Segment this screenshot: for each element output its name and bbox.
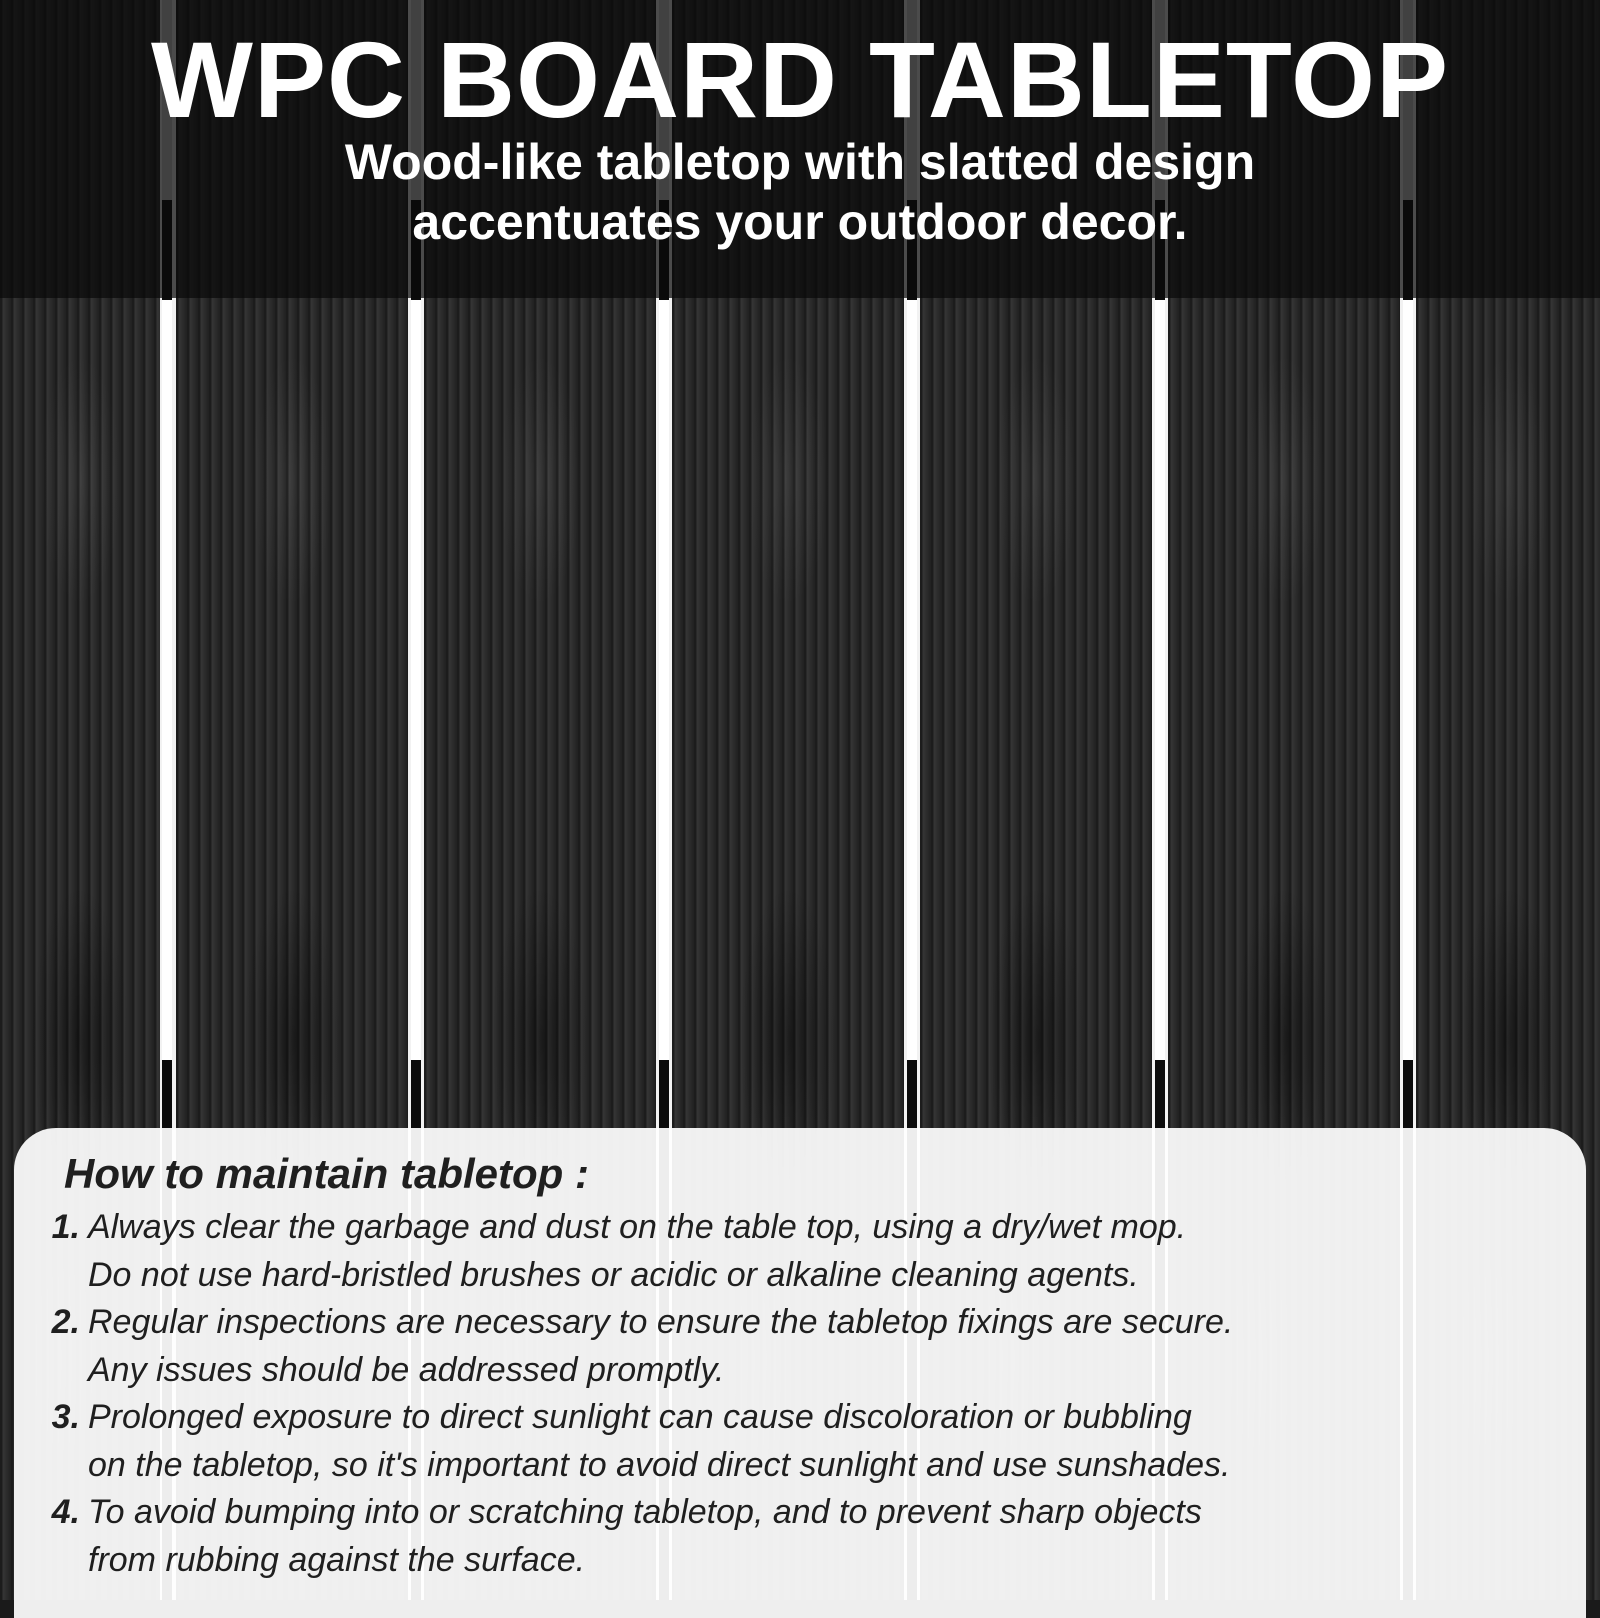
list-item-line: on the tabletop, so it's important to avoid direct sunlight and use sunshades. [88, 1446, 1231, 1484]
slat-gap-highlight [162, 300, 172, 1060]
list-item-number: 1. [51, 1208, 80, 1246]
list-item-line: Any issues should be addressed promptly. [88, 1351, 725, 1389]
slat-gap-highlight [1155, 300, 1165, 1060]
list-item-text [88, 1488, 1568, 1584]
list-item-number: 2. [51, 1303, 80, 1341]
list-item-line: Prolonged exposure to direct sunlight can cause discoloration or bubbling [88, 1398, 1192, 1436]
list-item-number: 3. [51, 1398, 80, 1436]
list-item-number: 4. [51, 1493, 80, 1531]
slat-gap-highlight [411, 300, 421, 1060]
list-item-line: from rubbing against the surface. [88, 1541, 586, 1579]
subtitle-line-2: accentuates your outdoor decor. [412, 194, 1188, 250]
list-item-line: Always clear the garbage and dust on the table top, using a dry/wet mop. [88, 1208, 1187, 1246]
list-item-line: Do not use hard-bristled brushes or acidic or alkaline cleaning agents. [88, 1256, 1139, 1294]
list-item-line: Regular inspections are necessary to ensure the tabletop fixings are secure. [88, 1303, 1234, 1341]
list-item-line: To avoid bumping into or scratching tabletop, and to prevent sharp objects [88, 1493, 1202, 1531]
slat-gap-highlight [907, 300, 917, 1060]
header-banner [0, 0, 1600, 298]
list-item-text [88, 1298, 1568, 1394]
subtitle [0, 132, 1600, 252]
subtitle-line-1: Wood-like tabletop with slatted design [344, 134, 1256, 190]
slat-gap-highlight [1403, 300, 1413, 1060]
page-title: WPC BOARD TABLETOP [151, 19, 1449, 140]
maintenance-heading: How to maintain tabletop : [64, 1150, 589, 1197]
list-item-text [88, 1203, 1568, 1299]
slat-gap-highlight [659, 300, 669, 1060]
list-item-text [88, 1393, 1568, 1489]
